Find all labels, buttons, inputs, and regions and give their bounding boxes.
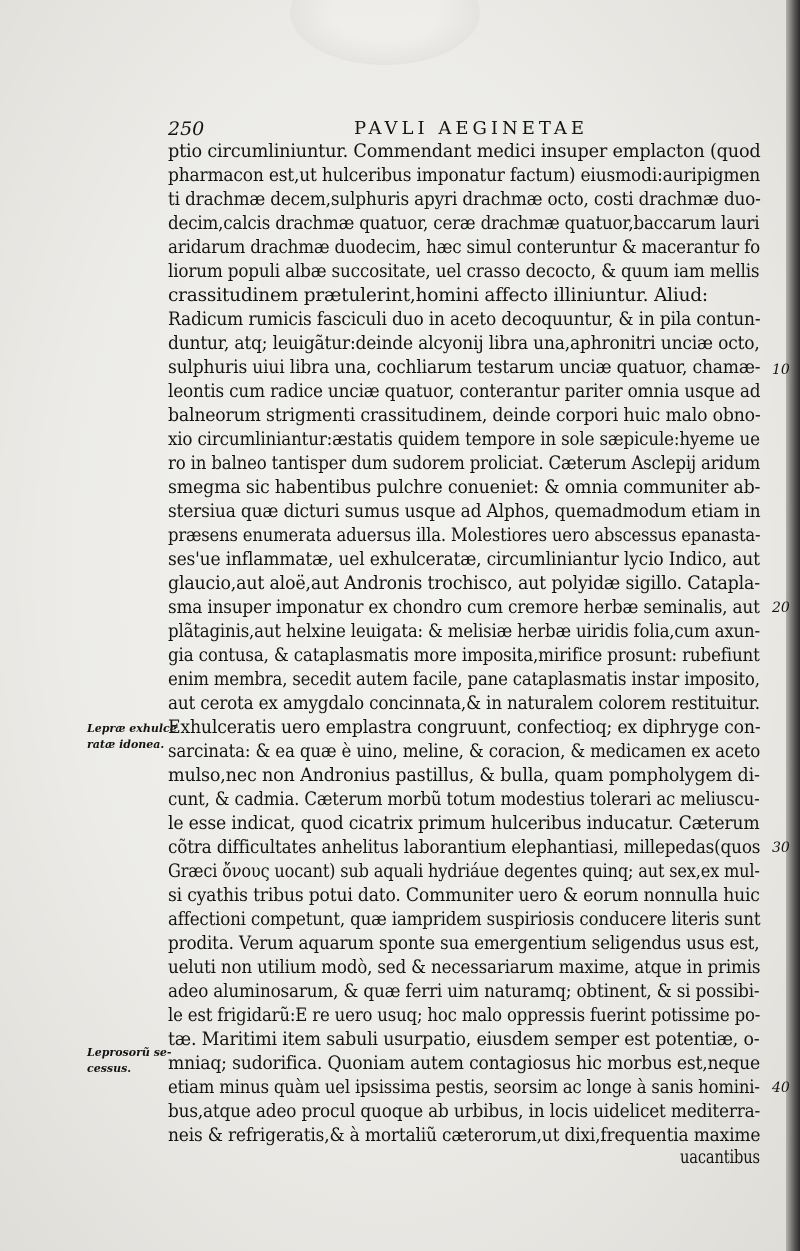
text-line: pharmacon est,ut hulceribus imponatur factum) eiusmodi:auripigmen — [168, 165, 761, 186]
marginal-note: Lepræ exhulce — [87, 722, 177, 735]
text-line: tæ. Maritimi item sabuli usurpatio, eiusdem semper est potentiæ, o- — [168, 1029, 760, 1050]
marginal-note: ratæ idonea. — [87, 738, 165, 751]
text-line: bus,atque adeo procul quoque ab urbibus, in locis uidelicet mediterra- — [168, 1101, 761, 1122]
text-line: prodita. Verum aquarum sponte sua emergentium seligendus usus est, — [168, 933, 760, 954]
text-line: Exhulceratis uero emplastra congruunt, confectioq; ex diphryge con- — [168, 717, 761, 738]
line-number: 10 — [772, 362, 790, 378]
page-edge-shadow — [786, 0, 800, 1251]
line-number: 20 — [772, 600, 790, 616]
text-line: crassitudinem prætulerint,homini affecto illiniuntur. Aliud: — [168, 285, 708, 306]
text-line: balneorum strigmenti crassitudinem, deinde corpori huic malo obno- — [168, 405, 761, 426]
text-line: glaucio,aut aloë,aut Andronis trochisco, aut polyidæ sigillo. Catapla- — [168, 573, 760, 594]
text-line: mniaq; sudorifica. Quoniam autem contagiosus hic morbus est,neque — [168, 1053, 761, 1074]
text-line: cõtra difficultates anhelitus laborantium elephantiasi, millepedas(quos — [168, 837, 761, 858]
text-line: etiam minus quàm uel ipsissima pestis, seorsim ac longe à sanis homini- — [168, 1077, 760, 1098]
text-line: cunt, & cadmia. Cæterum morbũ totum modestius tolerari ac meliuscu- — [168, 789, 760, 810]
text-line: enim membra, secedit autem facile, pane cataplasmatis instar imposito, — [168, 669, 760, 690]
text-line: neis & refrigeratis,& à mortaliũ cæterorum,ut dixi,frequentia maxime — [168, 1125, 761, 1146]
text-line: sma insuper imponatur ex chondro cum cremore herbæ seminalis, aut — [168, 597, 760, 618]
text-line: aut cerota ex amygdalo concinnata,& in naturalem colorem restituitur. — [168, 693, 760, 714]
text-line: leontis cum radice unciæ quatuor, conterantur pariter omnia usque ad — [168, 381, 761, 402]
text-line: si cyathis tribus potui dato. Communiter uero & eorum nonnulla huic — [168, 885, 760, 906]
text-line: ses'ue inflammatæ, uel exhulceratæ, circumliniantur lycio Indico, aut — [168, 549, 760, 570]
text-line: liorum populi albæ succositate, uel crasso decocto, & quum iam mellis — [168, 261, 760, 282]
text-line: affectioni competunt, quæ iampridem suspiriosis conducere literis sunt — [168, 909, 761, 930]
text-line: gia contusa, & cataplasmatis more imposita,mirifice prosunt: rubefiunt — [168, 645, 760, 666]
text-line: præsens enumerata aduersus illa. Molestiores uero abscessus epanasta- — [168, 525, 761, 546]
text-line: xio circumliniantur:æstatis quidem tempore in sole sæpicule:hyeme ue — [168, 429, 760, 450]
line-number: 40 — [772, 1080, 790, 1096]
text-line: adeo aluminosarum, & quæ ferri uim naturamq; obtinent, & si possibi- — [168, 981, 760, 1002]
text-line: aridarum drachmæ duodecim, hæc simul conteruntur & macerantur fo — [168, 237, 761, 258]
text-line: sarcinata: & ea quæ è uino, meline, & coracion, & medicamen ex aceto — [168, 741, 761, 762]
catchword: uacantibus — [680, 1147, 760, 1168]
text-line: ti drachmæ decem,sulphuris apyri drachmæ octo, costi drachmæ duo- — [168, 189, 761, 210]
text-line: le est frigidarũ:E re uero usuq; hoc malo oppressis fuerint potissime po- — [168, 1005, 761, 1026]
text-line: smegma sic habentibus pulchre conueniet: & omnia communiter ab- — [168, 477, 761, 498]
text-line: ro in balneo tantisper dum sudorem proliciat. Cæterum Asclepij aridum — [168, 453, 761, 474]
text-line: le esse indicat, quod cicatrix primum hulceribus inducatur. Cæterum — [168, 813, 760, 834]
text-line: stersiua quæ dicturi sumus usque ad Alphos, quemadmodum etiam in — [168, 501, 761, 522]
marginal-note: cessus. — [87, 1062, 132, 1075]
text-line: Radicum rumicis fasciculi duo in aceto decoquuntur, & in pila contun- — [168, 309, 761, 330]
line-number: 30 — [772, 840, 790, 856]
page-number: 250 — [168, 118, 205, 140]
text-line: sulphuris uiui libra una, cochliarum testarum unciæ quatuor, chamæ- — [168, 357, 761, 378]
text-line: ptio circumliniuntur. Commendant medici insuper emplacton (quod — [168, 141, 761, 162]
marginal-note: Leprosorũ se- — [87, 1046, 172, 1059]
text-line: ueluti non utilium modò, sed & necessariarum maxime, atque in primis — [168, 957, 761, 978]
running-head: PAVLI AEGINETAE — [354, 118, 589, 139]
text-line: decim,calcis drachmæ quatuor, ceræ drachmæ quatuor,baccarum lauri — [168, 213, 760, 234]
text-line: mulso,nec non Andronius pastillus, & bulla, quam pompholygem di- — [168, 765, 760, 786]
paper-stain — [290, 0, 480, 65]
page-header — [168, 118, 768, 142]
text-line: duntur, atq; leuigãtur:deinde alcyonij libra una,aphronitri unciæ octo, — [168, 333, 760, 354]
text-line: Græci ὄνους uocant) sub aquali hydriáue degentes quinq; aut sex,ex mul- — [168, 861, 760, 882]
text-line: plãtaginis,aut helxine leuigata: & melisiæ herbæ uiridis folia,cum axun- — [168, 621, 760, 642]
